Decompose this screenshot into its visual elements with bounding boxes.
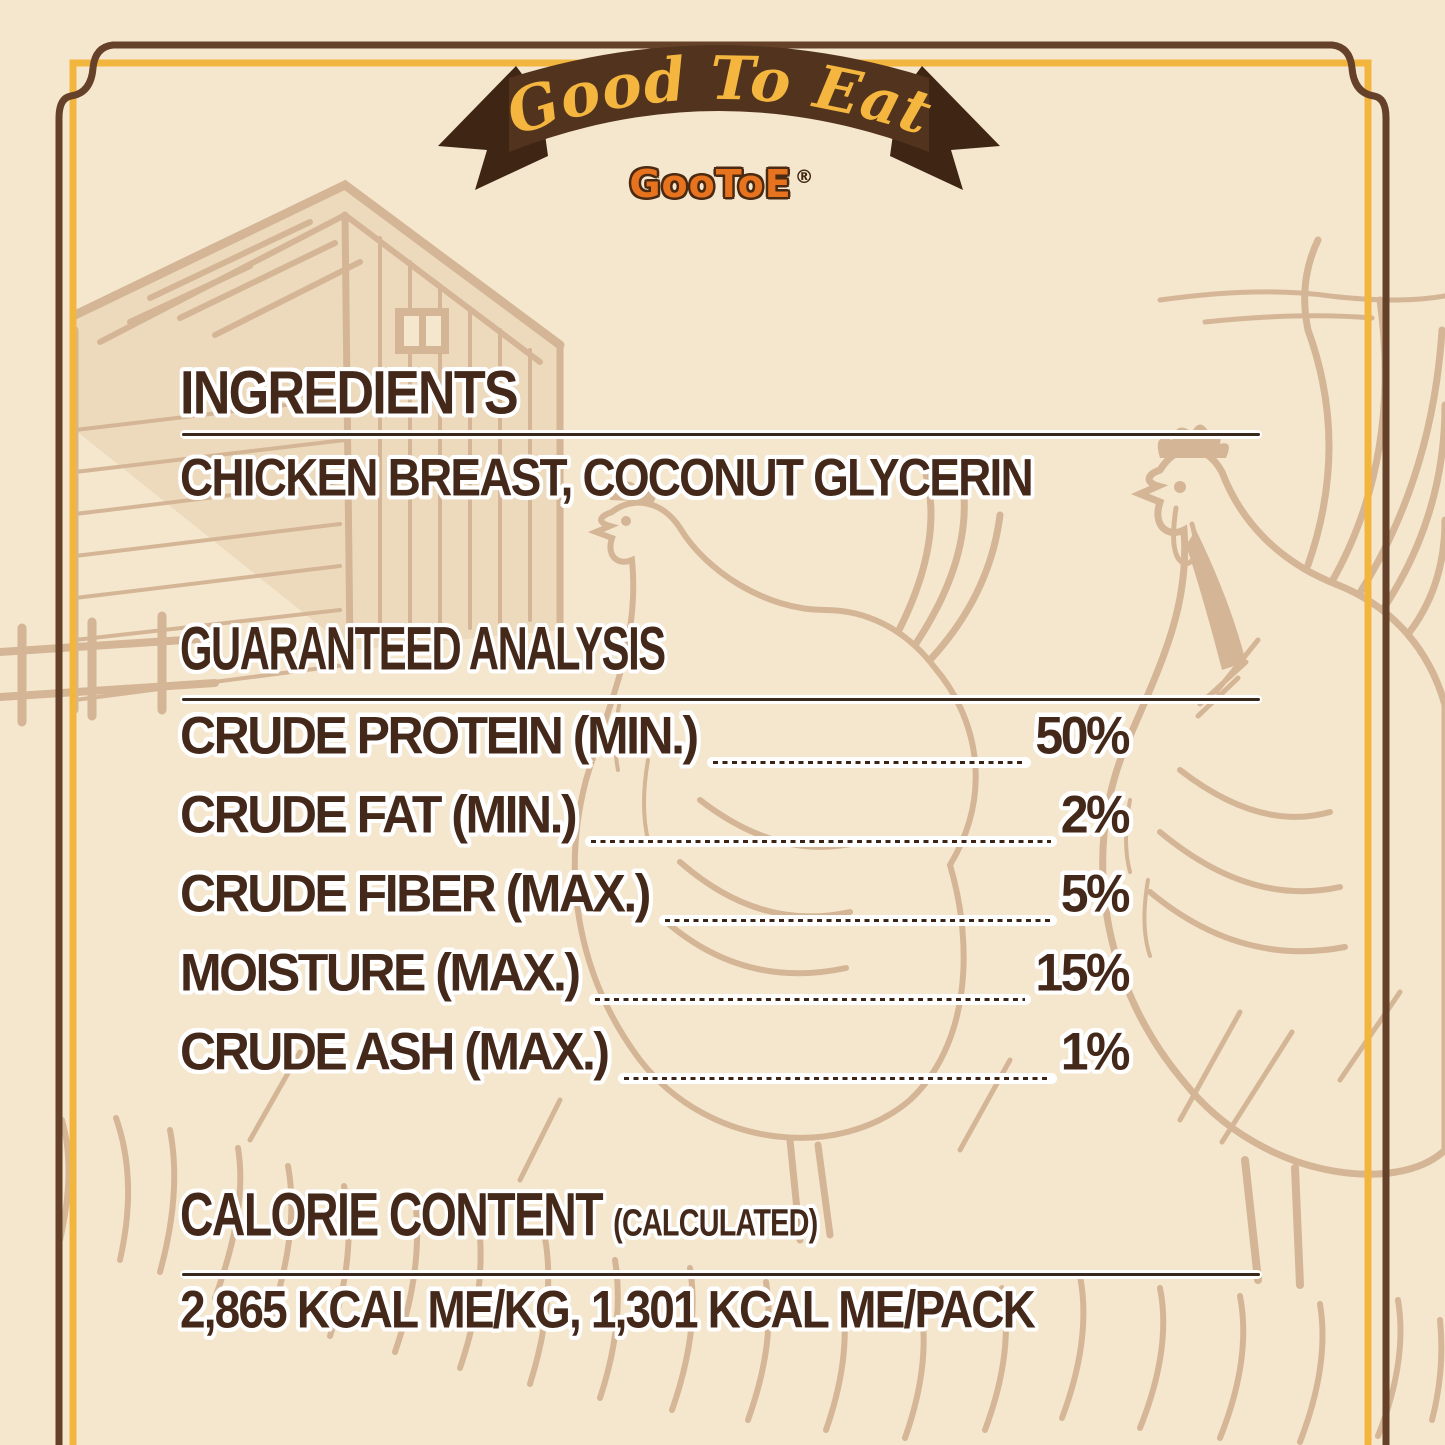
dotted-leader [585,836,1057,847]
ingredients-text: CHICKEN BREAST, COCONUT GLYCERIN [180,448,1032,507]
calorie-content-rule [180,1270,1262,1279]
brand-logo-text: GooToE [629,162,792,206]
brand-ribbon [397,26,1047,226]
analysis-value: 1% [1060,1021,1128,1081]
ingredients-rule [180,430,1262,439]
analysis-value: 2% [1060,784,1128,844]
calorie-content-title: CALORIE CONTENT (CALCULATED) [180,1180,818,1250]
analysis-row [180,942,1128,1003]
analysis-label: MOISTURE (MAX.) [180,942,579,1002]
guaranteed-analysis-section [180,614,1262,684]
dotted-leader [618,1073,1057,1084]
calorie-content-text: 2,865 KCAL ME/KG, 1,301 KCAL ME/PACK [180,1280,1035,1339]
analysis-value: 5% [1060,863,1128,923]
dotted-leader [707,757,1032,768]
analysis-label: CRUDE PROTEIN (MIN.) [180,705,697,765]
guaranteed-analysis-rule [180,695,1262,704]
ingredients-title: INGREDIENTS [180,358,517,428]
analysis-label: CRUDE FAT (MIN.) [180,784,576,844]
ingredients-section [180,358,1262,428]
analysis-row [180,784,1128,845]
dotted-leader [659,915,1057,926]
analysis-row [180,705,1128,766]
analysis-label: CRUDE FIBER (MAX.) [180,863,649,923]
calorie-content-qualifier: (CALCULATED) [613,1200,818,1244]
analysis-label: CRUDE ASH (MAX.) [180,1021,608,1081]
calorie-content-line [180,1280,1262,1339]
brand-logo [397,162,1047,206]
guaranteed-analysis-table [180,705,1128,1103]
guaranteed-analysis-title: GUARANTEED ANALYSIS [180,614,665,684]
ingredients-list [180,448,1262,507]
analysis-value: 50% [1035,705,1128,765]
analysis-row [180,1021,1128,1082]
svg-text:Good To Eat [498,44,940,150]
registered-mark: ® [794,166,815,189]
calorie-content-section [180,1180,1262,1250]
ribbon-text: Good To Eat [498,43,941,150]
dotted-leader [589,994,1032,1005]
analysis-value: 15% [1035,942,1128,1002]
analysis-row [180,863,1128,924]
